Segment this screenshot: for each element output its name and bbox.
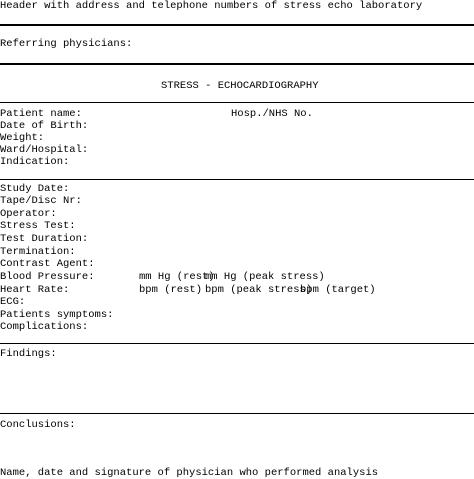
- physician-signature-line: Name, date and signature of physician who performed analysis: [0, 467, 379, 479]
- hr-target-unit: bpm (target): [300, 284, 376, 296]
- complications-label: Complications:: [0, 321, 89, 333]
- termination-label: Termination:: [0, 246, 76, 258]
- divider: [0, 102, 474, 103]
- operator-label: Operator:: [0, 208, 57, 220]
- contrast-agent-label: Contrast Agent:: [0, 258, 95, 270]
- heart-rate-label: Heart Rate:: [0, 284, 70, 296]
- divider: [0, 413, 474, 414]
- divider: [0, 343, 474, 344]
- lab-header-text: Header with address and telephone numbers of stress echo laboratory: [0, 0, 423, 12]
- divider: [0, 179, 474, 180]
- date-of-birth-label: Date of Birth:: [0, 120, 89, 132]
- stress-test-label: Stress Test:: [0, 220, 76, 232]
- hr-rest-unit: bpm (rest): [139, 284, 203, 296]
- weight-label: Weight:: [0, 132, 45, 144]
- patient-name-label: Patient name:: [0, 108, 82, 120]
- findings-label: Findings:: [0, 348, 57, 360]
- divider: [0, 63, 474, 65]
- tape-disc-number-label: Tape/Disc Nr:: [0, 195, 82, 207]
- divider: [0, 24, 474, 26]
- bp-peak-unit: mm Hg (peak stress): [205, 271, 325, 283]
- ward-hospital-label: Ward/Hospital:: [0, 144, 89, 156]
- study-date-label: Study Date:: [0, 183, 70, 195]
- blood-pressure-label: Blood Pressure:: [0, 271, 95, 283]
- patients-symptoms-label: Patients symptoms:: [0, 309, 114, 321]
- hosp-nhs-number-label: Hosp./NHS No.: [231, 108, 313, 120]
- bp-rest-unit: mm Hg (rest): [139, 271, 215, 283]
- ecg-label: ECG:: [0, 296, 26, 308]
- form-title: STRESS - ECHOCARDIOGRAPHY: [161, 80, 319, 92]
- indication-label: Indication:: [0, 156, 70, 168]
- conclusions-label: Conclusions:: [0, 419, 76, 431]
- test-duration-label: Test Duration:: [0, 233, 89, 245]
- referring-physicians-label: Referring physicians:: [0, 38, 133, 50]
- hr-peak-unit: bpm (peak stress): [205, 284, 313, 296]
